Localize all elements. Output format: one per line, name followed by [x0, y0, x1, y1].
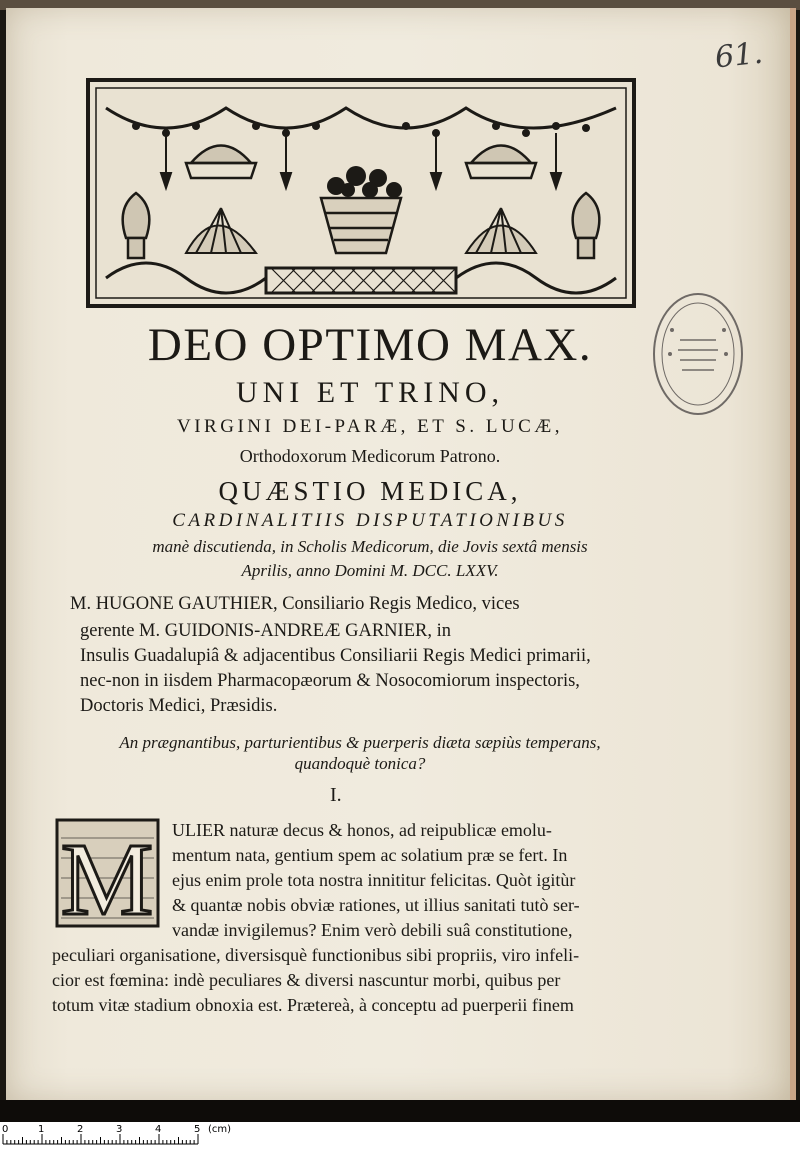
heading-line-6: CARDINALITIIS DISPUTATIONIBUS	[172, 510, 568, 531]
ruler-label: 2	[77, 1124, 84, 1135]
body-line: ULIER naturæ decus & honos, ad reipublicæ emolu-	[172, 820, 552, 840]
praeses-line: nec-non in iisdem Pharmacopæorum & Nosocomiorum inspectoris,	[80, 671, 580, 691]
praeses-line: M. HUGONE GAUTHIER, Consiliario Regis Medico, vices	[70, 594, 520, 614]
ruler-unit: (cm)	[208, 1124, 232, 1135]
ruler-label: 0	[2, 1124, 9, 1135]
ornamental-headpiece-image	[86, 78, 636, 308]
body-line: peculiari organisatione, diversisquè functionibus sibi propriis, viro infeli-	[52, 945, 580, 965]
praeses-line: Doctoris Medici, Præsidis.	[80, 696, 278, 716]
heading-line-8: Aprilis, anno Domini M. DCC. LXXV.	[241, 561, 499, 580]
drop-cap-letter: M	[60, 822, 154, 928]
body-line: cior est fœmina: indè peculiares & diversi nascuntur morbi, quibus per	[52, 970, 561, 990]
body-line: totum vitæ stadium obnoxia est. Prætereà, à conceptu ad puerperii finem	[52, 995, 574, 1015]
scan-bottom-edge	[0, 1100, 800, 1122]
heading-line-4: Orthodoxorum Medicorum Patrono.	[239, 446, 501, 466]
praeses-line: gerente M. GUIDONIS-ANDREÆ GARNIER, in	[80, 621, 451, 641]
page-number: 61.	[713, 35, 765, 76]
heading-line-1: DEO OPTIMO MAX.	[147, 319, 593, 371]
body-line: mentum nata, gentium spem ac solatium præ se fert. In	[172, 845, 568, 865]
heading-line-2: UNI ET TRINO,	[235, 376, 505, 409]
heading-line-7: manè discutienda, in Scholis Medicorum, die Jovis sextâ mensis	[152, 537, 588, 556]
praeses-line: Insulis Guadalupiâ & adjacentibus Consiliarii Regis Medici primarii,	[80, 646, 591, 666]
ruler-label: 1	[38, 1124, 45, 1135]
ruler-label: 3	[116, 1124, 123, 1135]
ruler-label: 4	[155, 1124, 162, 1135]
question-line: quandoquè tonica?	[294, 754, 426, 773]
ruler-ticks	[0, 1134, 220, 1148]
ruler-label: 5	[194, 1124, 201, 1135]
section-number: I.	[330, 784, 342, 806]
drop-cap	[55, 818, 160, 928]
body-line: vandæ invigilemus? Enim verò debili suâ constitutione,	[172, 920, 573, 940]
question-line: An prægnantibus, parturientibus & puerperis diæta sæpiùs temperans,	[119, 733, 601, 752]
body-line: ejus enim prole tota nostra innititur felicitas. Quòt igitùr	[172, 870, 576, 890]
heading-line-3: VIRGINI DEI-PARÆ, ET S. LUCÆ,	[177, 416, 563, 437]
scale-ruler	[0, 1122, 800, 1150]
heading-line-5: QUÆSTIO MEDICA,	[218, 476, 522, 506]
body-line: & quantæ nobis obviæ rationes, ut illius sanitati tutò ser-	[172, 895, 580, 915]
